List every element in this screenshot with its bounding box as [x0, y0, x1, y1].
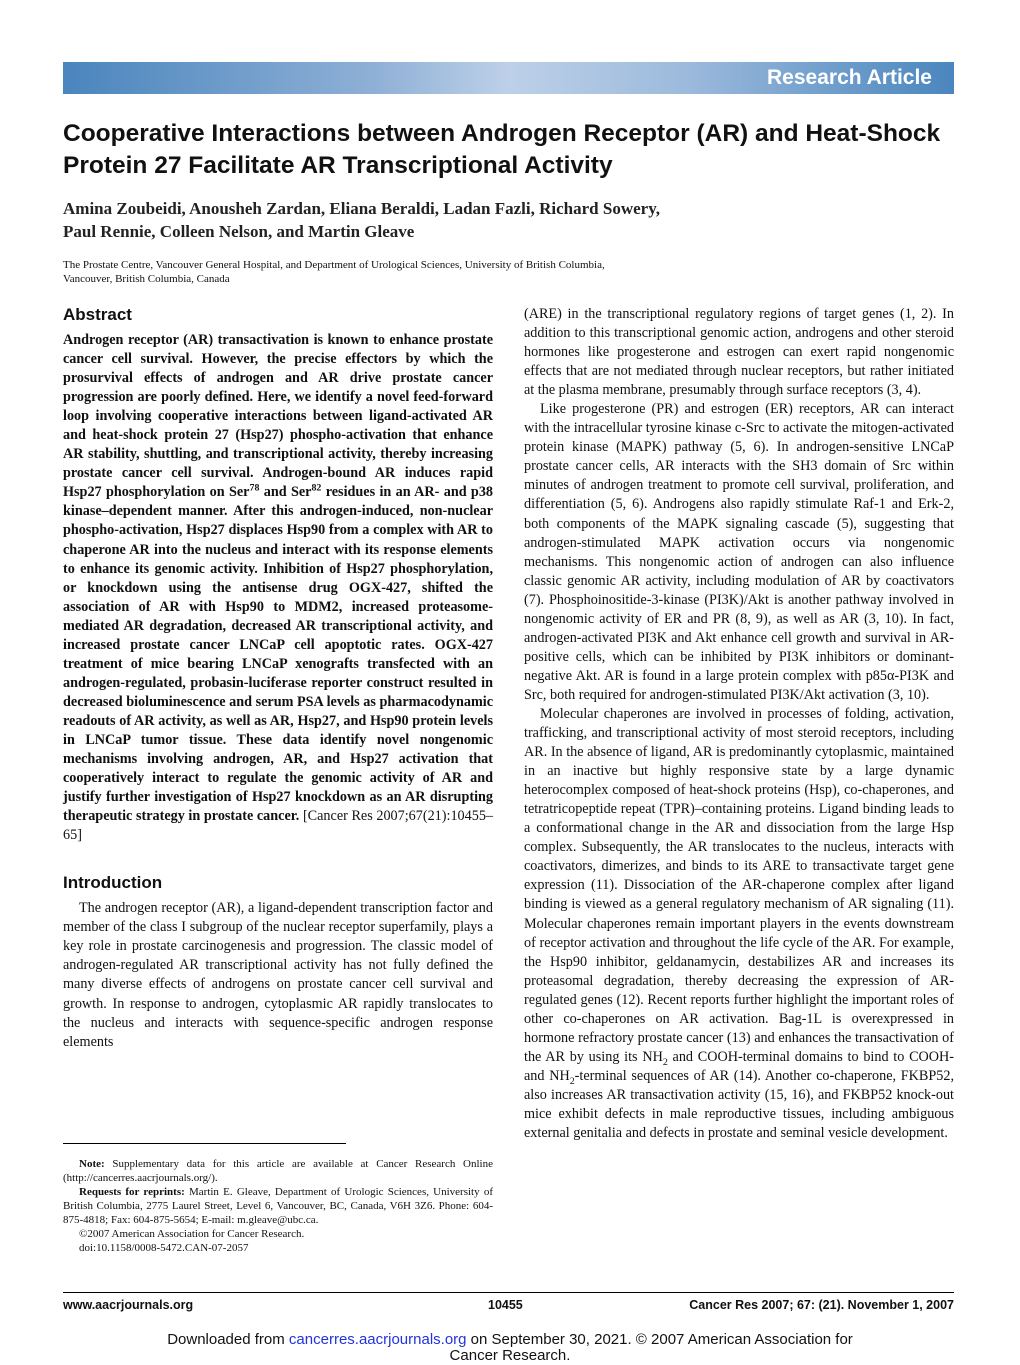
citation: [Cancer Res 2007;67(21):10455–65]: [63, 808, 494, 844]
abstract-heading: Abstract: [63, 305, 132, 324]
left-column: [63, 305, 493, 1052]
authors: [63, 197, 963, 243]
intro-paragraph: Molecular chaperones are involved in processes of folding, activation, trafficking, and transcriptional activity of most steroid receptors, including AR. In the absence of ligand, AR is predominantly cytoplasmic, maintained in an inactive but highly responsive state by a large dynamic heterocomplex composed of heat-shock proteins (Hsp), co-chaperones, and tetratricopeptide repeat (TPR)–containing proteins. Ligand binding leads to a conformational change in the AR and dissociation from the large Hsp complex. Subsequently, the AR translocates to the nucleus, interacts with coactivators, dimerizes, and binds to its ARE to transactivate target gene expression (11). Dissociation of the AR-chaperone complex after ligand binding is viewed as a general regulatory mechanism of AR signaling (11). Molecular chaperones remain important players in the events downstream of receptor activation and throughout the life cycle of the AR. For example, the Hsp90 inhibitor, geldanamycin, destabilizes AR and increases its proteasomal degradation, thereby decreasing the expression of AR-regulated genes (12). Recent reports further highlight the important roles of other co-chaperones on AR activation. Bag-1L is overexpressed in hormone refractory prostate cancer (13) and enhances the transactivation of the AR by using its $NH_2$ and COOH-terminal domains to bind to COOH- and $NH_2$-terminal sequences of AR (14). Another co-chaperone, FKBP52, also increases AR transactivation activity (15, 16), and FKBP52 knock-out mice exhibit defects in male reproductive tissues, including ambiguous external genitalia and defects in prostate and seminal vesicle development.: [524, 705, 954, 1142]
intro-paragraph: The androgen receptor (AR), a ligand-dependent transcription factor and member of the class I subgroup of the nuclear receptor superfamily, plays a key role in prostate carcinogenesis and progression. The classic model of androgen-regulated AR transcriptional activity has not fully defined the many diverse effects of androgens on prostate cancer cell survival and growth. In response to androgen, cytoplasmic AR rapidly translocates to the nucleus and interacts with sequence-specific androgen response elements: [63, 900, 493, 1050]
journal-citation: Cancer Res 2007; 67: (21). November 1, 2007: [689, 1298, 954, 1312]
affiliation-line: The Prostate Centre, Vancouver General Hospital, and Department of Urological Sciences, University of British Columbia,: [63, 259, 605, 271]
affiliation: [63, 258, 963, 286]
abstract-text: Androgen receptor (AR) transactivation is known to enhance prostate cancer cell survival. However, the precise effectors by which the prosurvival effects of androgen and AR drive prostate cancer progression are poorly defined. Here, we identify a novel feed-forward loop involving cooperative interactions between ligand-activated AR and heat-shock protein 27 (Hsp27) phospho-activation that enhance AR stability, shuttling, and transcriptional activity, thereby increasing prostate cancer cell survival. Androgen-bound AR induces rapid Hsp27 phosphorylation on Ser$^{78}$ and Ser$^{82}$ residues in an AR- and p38 kinase–dependent manner. After this androgen-induced, non-nuclear phospho-activation, Hsp27 displaces Hsp90 from a complex with AR to chaperone AR into the nucleus and interact with its response elements to enhance its genomic activity. Inhibition of Hsp27 phosphorylation, or knockdown using the antisense drug OGX-427, shifted the association of AR with Hsp90 to MDM2, increased proteasome-mediated AR degradation, decreased AR transcriptional activity, and increased prostate cancer LNCaP cell apoptotic rates. OGX-427 treatment of mice bearing LNCaP xenografts transfected with an androgen-regulated, probasin-luciferase reporter construct resulted in decreased bioluminescence and serum PSA levels as pharmacodynamic readouts of AR activity, as well as AR, Hsp27, and Hsp90 protein levels in LNCaP tumor tissue. These data identify novel nongenomic mechanisms involving androgen, AR, and Hsp27 activation that cooperatively interact to regulate the genomic activity of AR and justify further investigation of Hsp27 knockdown as an AR disrupting therapeutic strategy in prostate cancer. [Cancer Res 2007;67(21):10455–65]: [63, 332, 494, 844]
affiliation-line: Vancouver, British Columbia, Canada: [63, 273, 230, 285]
intro-paragraph: Like progesterone (PR) and estrogen (ER) receptors, AR can interact with the intracellular tyrosine kinase c-Src to activate the mitogen-activated protein kinase (MAPK) pathway (5, 6). In androgen-sensitive LNCaP prostate cancer cells, AR interacts with the SH3 domain of Src within minutes of androgen treatment to promote cell survival, proliferation, and differentiation (5, 6). Androgens also rapidly stimulate Raf-1 and Erk-2, both components of the MAPK signaling cascade (5), suggesting that androgen-stimulated MAPK activation occurs via nongenomic mechanisms. This nongenomic action of androgen can also influence classic genomic AR activity, including modulation of AR by coactivators (7). Phosphoinositide-3-kinase (PI3K)/Akt is another pathway involved in nongenomic activity of ER and PR (8, 9), as well as AR (3, 10). In fact, androgen-activated PI3K and Akt enhance cell growth and survival in AR-positive cells, which can be inhibited by PI3K inhibitors or dominant-negative Akt. AR is found in a large protein complex with p85α-PI3K and Src, both required for androgen-stimulated PI3K/Akt activation (3, 10).: [524, 401, 954, 703]
article-type-banner: [63, 62, 954, 94]
footer-website[interactable]: www.aacrjournals.org: [63, 1298, 194, 1312]
page-number: 10455: [488, 1298, 523, 1312]
authors-line: Amina Zoubeidi, Anousheh Zardan, Eliana Beraldi, Ladan Fazli, Richard Sowery,: [63, 199, 661, 218]
article-type-label: Research Article: [767, 66, 932, 89]
footnote-divider: [63, 1143, 346, 1144]
doi: doi:10.1158/0008-5472.CAN-07-2057: [79, 1242, 249, 1254]
introduction-heading: Introduction: [63, 873, 163, 893]
authors-line: Paul Rennie, Colleen Nelson, and Martin Gleave: [63, 222, 415, 241]
article-title: Cooperative Interactions between Androgen Receptor (AR) and Heat-Shock Protein 27 Facilitate AR Transcriptional Activity: [63, 120, 941, 179]
right-column: [524, 305, 954, 1143]
journal-link[interactable]: cancerres.aacrjournals.org: [288, 1331, 467, 1348]
download-notice: Downloaded from cancerres.aacrjournals.org on September 30, 2021. © 2007 American Association for Cancer Research.: [167, 1331, 853, 1364]
intro-paragraph-continued: (ARE) in the transcriptional regulatory regions of target genes (1, 2). In addition to this transcriptional genomic action, androgens and other steroid hormones like progesterone and estrogen can exert rapid nongenomic effects that are not mediated through nuclear receptors, but rather initiated at the plasma membrane, presumably through surface receptors (3, 4).: [524, 306, 954, 399]
footer-divider: [63, 1292, 954, 1293]
copyright: ©2007 American Association for Cancer Research.: [79, 1228, 305, 1240]
footnotes: Note: Supplementary data for this article are available at Cancer Research Online (http://cancerres.aacrjournals.org/). Requests for reprints: Martin E. Gleave, Department of Urologic Sciences, University of British Columbia, 2775 Laurel Street, Level 6, Vancouver, BC, Canada, V6H 3Z6. Phone: 604-875-4818; Fax: 604-875-5654; E-mail: m.gleave@ubc.ca. ©2007 American Association for Cancer Research. doi:10.1158/0008-5472.CAN-07-2057: [63, 1158, 493, 1254]
